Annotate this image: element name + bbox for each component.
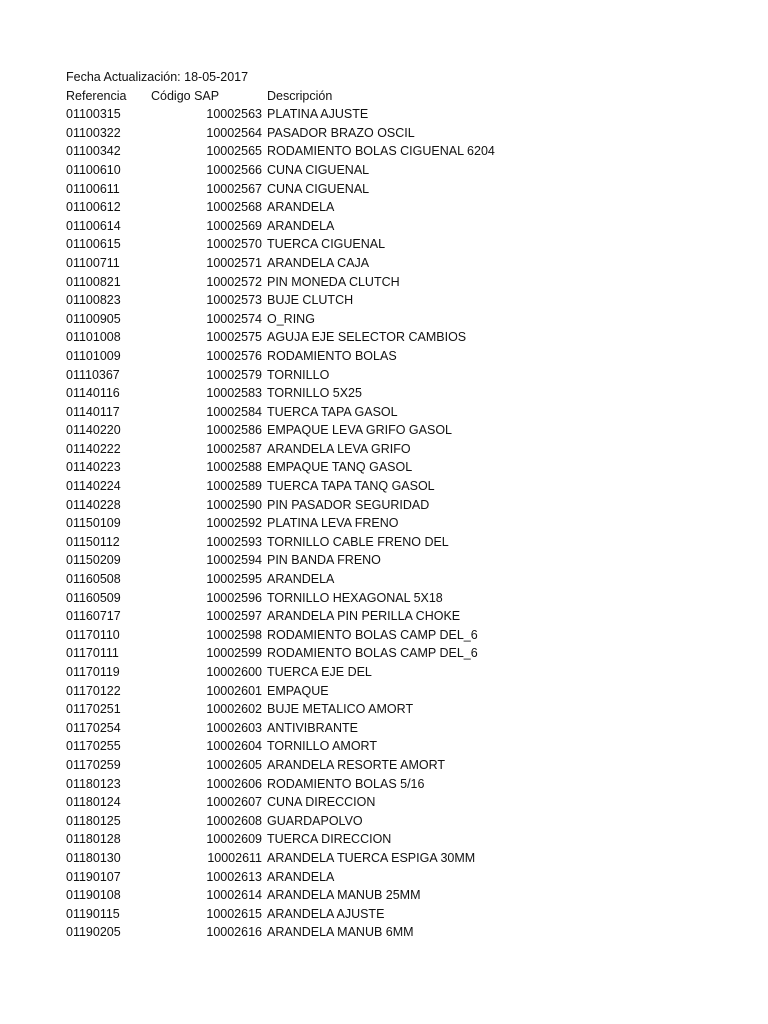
codigo-sap-cell: 10002576 bbox=[206, 348, 262, 363]
referencia-cell: 01100905 bbox=[66, 311, 121, 326]
table-row bbox=[66, 458, 726, 477]
codigo-sap-cell: 10002563 bbox=[206, 107, 262, 122]
referencia-cell: 01180128 bbox=[66, 832, 121, 847]
referencia-cell: 01170255 bbox=[66, 739, 121, 754]
codigo-sap-cell: 10002603 bbox=[206, 720, 262, 735]
table-row bbox=[66, 589, 726, 608]
descripcion-cell: ARANDELA RESORTE AMORT bbox=[267, 757, 446, 772]
table-row bbox=[66, 607, 726, 626]
referencia-cell: 01160508 bbox=[66, 572, 121, 587]
descripcion-cell: TUERCA EJE DEL bbox=[267, 665, 372, 679]
referencia-cell: 01100315 bbox=[66, 107, 121, 122]
referencia-cell: 01180123 bbox=[66, 776, 121, 791]
referencia-cell: 01110367 bbox=[66, 367, 120, 382]
codigo-sap-cell: 10002598 bbox=[206, 627, 262, 642]
descripcion-cell: CUNA CIGUENAL bbox=[267, 162, 370, 177]
table-row bbox=[66, 756, 726, 775]
table-row bbox=[66, 551, 726, 570]
descripcion-cell: ARANDELA bbox=[267, 869, 335, 884]
table-row bbox=[66, 644, 726, 663]
descripcion-cell: CUNA DIRECCION bbox=[267, 795, 376, 810]
table-row bbox=[66, 328, 726, 347]
table-row bbox=[66, 886, 726, 905]
table-row bbox=[66, 180, 726, 199]
table-row bbox=[66, 254, 726, 273]
descripcion-cell: AGUJA EJE SELECTOR CAMBIOS bbox=[267, 330, 467, 345]
descripcion-cell: ARANDELA LEVA GRIFO bbox=[267, 441, 411, 456]
referencia-cell: 01160717 bbox=[66, 609, 121, 624]
parts-sheet bbox=[66, 68, 726, 942]
parts-table-body bbox=[66, 105, 726, 942]
descripcion-cell: PLATINA AJUSTE bbox=[267, 107, 369, 122]
table-row bbox=[66, 440, 726, 459]
descripcion-cell: TUERCA TAPA GASOL bbox=[267, 404, 398, 419]
referencia-cell: 01100614 bbox=[66, 218, 121, 233]
codigo-sap-cell: 10002568 bbox=[206, 200, 262, 215]
table-row bbox=[66, 737, 726, 756]
codigo-sap-cell: 10002574 bbox=[206, 311, 262, 326]
codigo-sap-cell: 10002590 bbox=[206, 497, 262, 512]
codigo-sap-cell: 10002609 bbox=[206, 832, 262, 847]
codigo-sap-cell: 10002573 bbox=[206, 293, 262, 308]
table-row bbox=[66, 812, 726, 831]
codigo-sap-cell: 10002595 bbox=[206, 572, 262, 587]
table-row bbox=[66, 496, 726, 515]
descripcion-cell: O_RING bbox=[267, 311, 315, 326]
referencia-cell: 01140224 bbox=[66, 479, 121, 494]
referencia-cell: 01150109 bbox=[66, 516, 121, 531]
referencia-cell: 01100821 bbox=[66, 274, 121, 289]
table-row bbox=[66, 217, 726, 236]
table-row bbox=[66, 291, 726, 310]
codigo-sap-cell: 10002613 bbox=[206, 869, 262, 884]
referencia-cell: 01170119 bbox=[66, 665, 120, 679]
table-row bbox=[66, 570, 726, 589]
column-header-descripcion: Descripción bbox=[267, 88, 333, 103]
codigo-sap-cell: 10002575 bbox=[206, 330, 262, 345]
update-date-row bbox=[66, 68, 726, 87]
referencia-cell: 01150209 bbox=[66, 553, 121, 568]
descripcion-cell: PIN MONEDA CLUTCH bbox=[267, 274, 400, 289]
referencia-cell: 01100823 bbox=[66, 293, 121, 308]
codigo-sap-cell: 10002602 bbox=[206, 702, 262, 717]
referencia-cell: 01101008 bbox=[66, 330, 121, 345]
descripcion-cell: RODAMIENTO BOLAS CIGUENAL 6204 bbox=[267, 144, 495, 159]
descripcion-cell: PLATINA LEVA FRENO bbox=[267, 516, 399, 531]
referencia-cell: 01101009 bbox=[66, 348, 121, 363]
referencia-cell: 01190115 bbox=[66, 906, 120, 921]
table-row bbox=[66, 235, 726, 254]
descripcion-cell: BUJE METALICO AMORT bbox=[267, 702, 414, 717]
descripcion-cell: CUNA CIGUENAL bbox=[267, 181, 370, 196]
codigo-sap-cell: 10002579 bbox=[206, 367, 262, 382]
referencia-cell: 01170111 bbox=[66, 646, 119, 661]
table-row bbox=[66, 142, 726, 161]
referencia-cell: 01140117 bbox=[66, 404, 120, 419]
table-row bbox=[66, 514, 726, 533]
table-row bbox=[66, 682, 726, 701]
referencia-cell: 01100322 bbox=[66, 125, 121, 140]
table-row bbox=[66, 384, 726, 403]
referencia-cell: 01100610 bbox=[66, 162, 121, 177]
table-row bbox=[66, 310, 726, 329]
table-row bbox=[66, 347, 726, 366]
referencia-cell: 01100342 bbox=[66, 144, 121, 159]
table-row bbox=[66, 868, 726, 887]
column-header-row bbox=[66, 87, 726, 106]
table-row bbox=[66, 719, 726, 738]
descripcion-cell: EMPAQUE TANQ GASOL bbox=[267, 460, 413, 475]
codigo-sap-cell: 10002589 bbox=[206, 479, 262, 494]
referencia-cell: 01170254 bbox=[66, 720, 121, 735]
referencia-cell: 01180125 bbox=[66, 813, 121, 828]
table-row bbox=[66, 477, 726, 496]
table-row bbox=[66, 366, 726, 385]
codigo-sap-cell: 10002564 bbox=[206, 125, 262, 140]
descripcion-cell: GUARDAPOLVO bbox=[267, 813, 363, 828]
descripcion-cell: ARANDELA bbox=[267, 572, 335, 587]
table-row bbox=[66, 775, 726, 794]
codigo-sap-cell: 10002608 bbox=[206, 813, 262, 828]
descripcion-cell: ARANDELA MANUB 25MM bbox=[267, 888, 421, 903]
codigo-sap-cell: 10002565 bbox=[206, 144, 262, 159]
codigo-sap-cell: 10002584 bbox=[206, 404, 262, 419]
codigo-sap-cell: 10002596 bbox=[206, 590, 262, 605]
codigo-sap-cell: 10002567 bbox=[206, 181, 262, 196]
referencia-cell: 01170251 bbox=[66, 702, 121, 717]
codigo-sap-cell: 10002588 bbox=[206, 460, 262, 475]
codigo-sap-cell: 10002601 bbox=[206, 683, 262, 698]
codigo-sap-cell: 10002586 bbox=[206, 423, 262, 438]
referencia-cell: 01140222 bbox=[66, 441, 121, 456]
codigo-sap-cell: 10002566 bbox=[206, 162, 262, 177]
codigo-sap-cell: 10002583 bbox=[206, 386, 262, 401]
descripcion-cell: ARANDELA TUERCA ESPIGA 30MM bbox=[267, 850, 476, 865]
referencia-cell: 01180124 bbox=[66, 795, 121, 810]
descripcion-cell: ARANDELA bbox=[267, 200, 335, 215]
codigo-sap-cell: 10002594 bbox=[206, 553, 262, 568]
descripcion-cell: TORNILLO 5X25 bbox=[267, 386, 362, 401]
descripcion-cell: TORNILLO bbox=[267, 367, 330, 382]
descripcion-cell: PASADOR BRAZO OSCIL bbox=[267, 125, 415, 140]
table-row bbox=[66, 124, 726, 143]
descripcion-cell: TORNILLO HEXAGONAL 5X18 bbox=[267, 590, 443, 605]
codigo-sap-cell: 10002616 bbox=[206, 925, 262, 940]
referencia-cell: 01190107 bbox=[66, 869, 121, 884]
table-row bbox=[66, 273, 726, 292]
table-row bbox=[66, 830, 726, 849]
codigo-sap-cell: 10002615 bbox=[206, 906, 262, 921]
table-row bbox=[66, 793, 726, 812]
referencia-cell: 01190108 bbox=[66, 888, 121, 903]
column-header-referencia: Referencia bbox=[66, 88, 127, 103]
referencia-cell: 01160509 bbox=[66, 590, 121, 605]
referencia-cell: 01170122 bbox=[66, 683, 121, 698]
referencia-cell: 01140228 bbox=[66, 497, 121, 512]
descripcion-cell: BUJE CLUTCH bbox=[267, 293, 354, 308]
column-header-codigo-sap: Código SAP bbox=[151, 88, 220, 103]
table-row bbox=[66, 161, 726, 180]
referencia-cell: 01140223 bbox=[66, 460, 121, 475]
descripcion-cell: PIN BANDA FRENO bbox=[267, 553, 381, 568]
codigo-sap-cell: 10002600 bbox=[206, 665, 262, 679]
codigo-sap-cell: 10002587 bbox=[206, 441, 262, 456]
codigo-sap-cell: 10002592 bbox=[206, 516, 262, 531]
descripcion-cell: ANTIVIBRANTE bbox=[267, 720, 358, 735]
table-row bbox=[66, 198, 726, 217]
descripcion-cell: RODAMIENTO BOLAS bbox=[267, 348, 397, 363]
referencia-cell: 01180130 bbox=[66, 850, 121, 865]
codigo-sap-cell: 10002599 bbox=[206, 646, 262, 661]
referencia-cell: 01100711 bbox=[66, 255, 120, 270]
table-row bbox=[66, 923, 726, 942]
referencia-cell: 01140116 bbox=[66, 386, 120, 401]
table-row bbox=[66, 533, 726, 552]
descripcion-cell: TORNILLO AMORT bbox=[267, 739, 377, 754]
descripcion-cell: TUERCA CIGUENAL bbox=[267, 237, 386, 252]
table-row bbox=[66, 905, 726, 924]
codigo-sap-cell: 10002597 bbox=[206, 609, 262, 624]
table-row bbox=[66, 626, 726, 645]
referencia-cell: 01100611 bbox=[66, 181, 120, 196]
referencia-cell: 01100615 bbox=[66, 237, 121, 252]
table-row bbox=[66, 105, 726, 124]
referencia-cell: 01170259 bbox=[66, 757, 121, 772]
table-row bbox=[66, 849, 726, 868]
referencia-cell: 01140220 bbox=[66, 423, 121, 438]
descripcion-cell: TUERCA TAPA TANQ GASOL bbox=[267, 479, 435, 494]
codigo-sap-cell: 10002571 bbox=[206, 255, 262, 270]
update-date-label: Fecha Actualización: 18-05-2017 bbox=[66, 70, 249, 84]
referencia-cell: 01170110 bbox=[66, 627, 120, 642]
descripcion-cell: ARANDELA PIN PERILLA CHOKE bbox=[267, 609, 461, 624]
referencia-cell: 01190205 bbox=[66, 925, 121, 940]
descripcion-cell: ARANDELA MANUB 6MM bbox=[267, 925, 414, 940]
descripcion-cell: PIN PASADOR SEGURIDAD bbox=[267, 497, 430, 512]
codigo-sap-cell: 10002605 bbox=[206, 757, 262, 772]
referencia-cell: 01100612 bbox=[66, 200, 121, 215]
codigo-sap-cell: 10002614 bbox=[206, 888, 262, 903]
descripcion-cell: TORNILLO CABLE FRENO DEL bbox=[267, 534, 449, 549]
referencia-cell: 01150112 bbox=[66, 534, 120, 549]
codigo-sap-cell: 10002570 bbox=[206, 237, 262, 252]
codigo-sap-cell: 10002606 bbox=[206, 776, 262, 791]
descripcion-cell: ARANDELA AJUSTE bbox=[267, 906, 385, 921]
descripcion-cell: RODAMIENTO BOLAS 5/16 bbox=[267, 776, 425, 791]
codigo-sap-cell: 10002607 bbox=[206, 795, 262, 810]
codigo-sap-cell: 10002593 bbox=[206, 534, 262, 549]
descripcion-cell: RODAMIENTO BOLAS CAMP DEL_6 bbox=[267, 627, 478, 642]
codigo-sap-cell: 10002569 bbox=[206, 218, 262, 233]
table-row bbox=[66, 663, 726, 682]
descripcion-cell: EMPAQUE bbox=[267, 683, 329, 698]
descripcion-cell: RODAMIENTO BOLAS CAMP DEL_6 bbox=[267, 646, 478, 661]
descripcion-cell: EMPAQUE LEVA GRIFO GASOL bbox=[267, 423, 453, 438]
codigo-sap-cell: 10002572 bbox=[206, 274, 262, 289]
table-row bbox=[66, 403, 726, 422]
table-row bbox=[66, 700, 726, 719]
codigo-sap-cell: 10002611 bbox=[207, 850, 262, 865]
descripcion-cell: ARANDELA bbox=[267, 218, 335, 233]
codigo-sap-cell: 10002604 bbox=[206, 739, 262, 754]
descripcion-cell: TUERCA DIRECCION bbox=[267, 832, 392, 847]
table-row bbox=[66, 421, 726, 440]
descripcion-cell: ARANDELA CAJA bbox=[267, 255, 370, 270]
